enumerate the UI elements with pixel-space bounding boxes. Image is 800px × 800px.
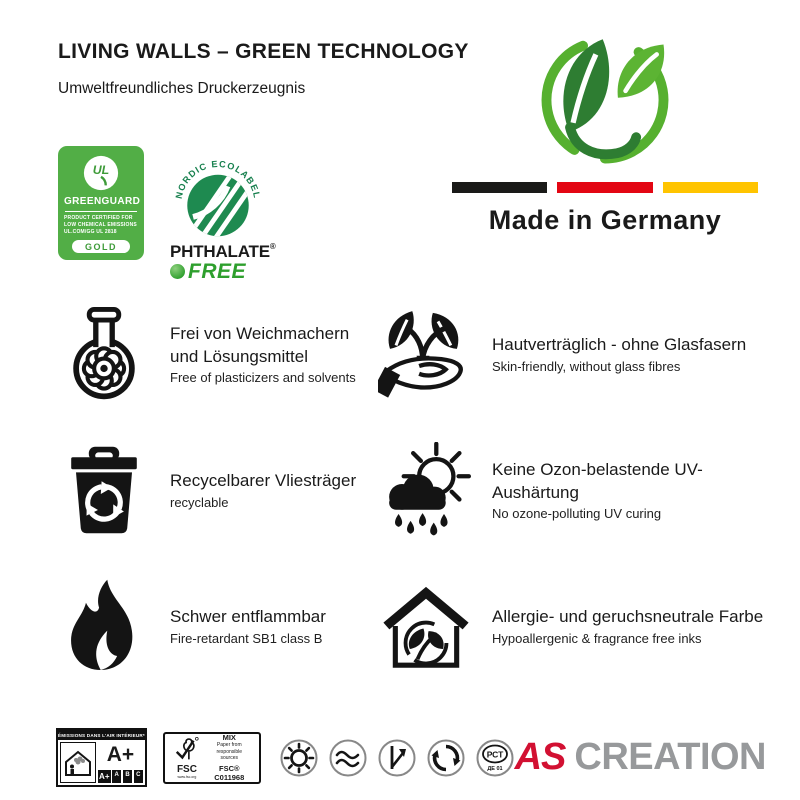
nordic-ecolabel	[170, 144, 276, 282]
scale-a: A	[112, 770, 121, 783]
flag-stripe-red	[557, 182, 652, 193]
air-grade: A+	[106, 743, 135, 766]
feature-plasticizer-free	[56, 298, 378, 410]
recyclable-arrows-icon	[426, 738, 466, 778]
feature-title: Hautverträglich - ohne Glasfasern	[492, 335, 747, 355]
feature-title: Recycelbarer Vliesträger	[170, 471, 357, 491]
wallpaper-symbols	[279, 738, 515, 778]
recycle-bin-icon	[56, 445, 152, 535]
fsc-tree-icon	[174, 736, 200, 764]
page-title: LIVING WALLS – GREEN TECHNOLOGY	[58, 40, 469, 63]
scale-a-plus: A+	[99, 772, 110, 781]
ul-logo-icon	[64, 154, 138, 192]
feature-title: Schwer entflammbar	[170, 607, 326, 627]
header	[58, 40, 469, 98]
feature-subtitle: recyclable	[170, 494, 229, 510]
feature-subtitle: Hypoallergenic & fragrance free inks	[492, 630, 702, 646]
svg-text:UL: UL	[92, 162, 110, 177]
feature-subtitle: No ozone-polluting UV curing	[492, 505, 662, 521]
divider	[65, 211, 137, 212]
lightfastness-sun-icon	[279, 738, 319, 778]
footer	[56, 728, 766, 787]
scale-c: C	[134, 770, 143, 783]
hand-plant-icon	[378, 306, 474, 402]
german-flag-stripes	[452, 182, 758, 193]
feature-subtitle: Fire-retardant SB1 class B	[170, 630, 323, 646]
feature-recyclable	[56, 434, 378, 546]
fsc-url: www.fsc.org	[177, 775, 197, 779]
page-subtitle: Umweltfreundliches Druckerzeugnis	[58, 80, 306, 97]
flag-stripe-black	[452, 182, 547, 193]
certifications	[58, 146, 276, 282]
phthalate-free-logo	[170, 243, 276, 282]
feature-subtitle: Skin-friendly, without glass fibres	[492, 358, 681, 374]
svg-text:NORDIC ECOLABEL: NORDIC ECOLABEL	[173, 158, 263, 200]
feature-skin-friendly	[378, 298, 770, 410]
green-leaves-circle-logo	[529, 24, 681, 176]
as-creation-logo	[515, 736, 766, 779]
strippable-arrow-icon	[377, 738, 417, 778]
fsc-brand: FSC	[176, 764, 197, 775]
feature-title: Keine Ozon-belastende UV-Aushärtung	[492, 460, 703, 502]
greenguard-details: PRODUCT CERTIFIED FOR LOW CHEMICAL EMISSIONS UL.COM/GG UL 2818	[64, 215, 137, 235]
flame-icon	[56, 578, 152, 675]
feature-hypoallergenic	[378, 570, 770, 682]
svg-text:ДЕ 01: ДЕ 01	[486, 765, 503, 772]
air-grade-scale	[98, 770, 143, 783]
made-in-germany-block	[452, 24, 758, 236]
free-word: FREE	[188, 260, 247, 283]
washable-waves-icon	[328, 738, 368, 778]
greenguard-badge	[58, 146, 144, 260]
fsc-code: FSC® C011968	[214, 764, 245, 783]
phthalate-word: PHTHALATE	[170, 242, 270, 261]
feature-title: Allergie- und geruchsneutrale Farbe	[492, 607, 764, 627]
fsc-mix: MIX	[222, 732, 236, 742]
feature-subtitle: Free of plasticizers and solvents	[170, 369, 356, 385]
feature-no-uv-curing	[378, 434, 770, 546]
fsc-desc-line1: Paper from	[216, 741, 242, 748]
greenguard-gold-pill: GOLD	[72, 240, 130, 253]
registered-mark: ®	[269, 242, 276, 251]
feature-grid	[56, 298, 770, 682]
svg-text:РСТ: РСТ	[486, 749, 503, 759]
flag-stripe-gold	[663, 182, 758, 193]
greenguard-label: GREENGUARD	[64, 196, 141, 207]
air-house-icon	[60, 742, 96, 783]
fsc-desc-line2: responsible sources	[216, 748, 243, 762]
rst-certification-icon	[475, 738, 515, 778]
air-emissions-header: ÉMISSIONS DANS L'AIR INTÉRIEUR*	[58, 730, 145, 740]
flask-icon	[56, 306, 152, 403]
scale-b: B	[123, 770, 132, 783]
feature-title: Frei von Weichmachern und Lösungsmittel	[170, 324, 350, 366]
air-emissions-label	[56, 728, 147, 787]
as-logo-red: AS	[514, 736, 566, 778]
made-in-germany-label: Made in Germany	[488, 205, 722, 235]
creation-logo-gray: CREATION	[574, 736, 766, 778]
sun-cloud-rain-icon	[378, 442, 474, 538]
feature-fire-retardant	[56, 570, 378, 682]
nordic-swan-icon	[170, 144, 266, 240]
fsc-label	[163, 732, 261, 784]
house-leaves-icon	[378, 580, 474, 672]
globe-icon	[170, 264, 185, 279]
